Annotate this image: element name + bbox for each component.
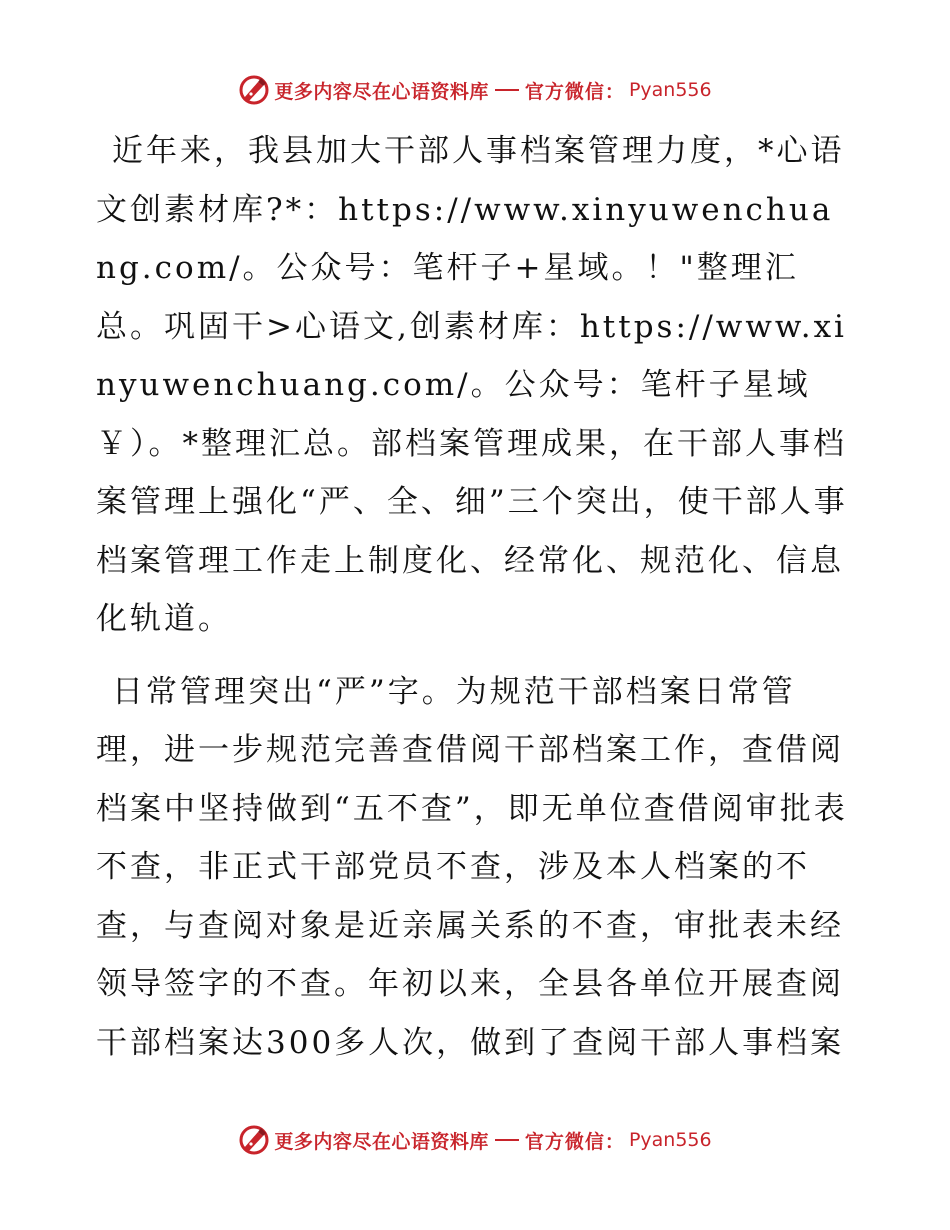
footer-banner: [0, 1122, 950, 1158]
banner-brand-text: 更多内容尽在心语资料库: [274, 80, 489, 103]
banner-dash-divider: [495, 89, 519, 91]
pen-nib-icon: [238, 74, 270, 106]
banner-wechat-id: Pyan556: [628, 1129, 712, 1151]
document-body: [96, 122, 854, 1072]
paragraph-daily-management: 日常管理突出“严”字。为规范干部档案日常管理，进一步规范完善查借阅干部档案工作，查借阅档案中坚持做到“五不查”，即无单位查借阅审批表不查，非正式干部党员不查，涉及本人档案的不查，与查阅对象是近亲属关系的不查，审批表未经领导签字的不查。年初以来，全县各单位开展查阅干部档案达300多人次，做到了查阅干部人事档案: [96, 673, 848, 1061]
pen-nib-icon: [238, 1124, 270, 1156]
banner-wechat-label: 官方微信：: [524, 80, 625, 103]
banner-brand-text: 更多内容尽在心语资料库: [274, 1130, 489, 1153]
paragraph-intro: 近年来，我县加大干部人事档案管理力度，*心语文创素材库?*：https://www.xinyuwenchuang.com/。公众号：笔杆子+星域。！"整理汇总。巩固干>心语文,创素材库：https://www.xinyuwenchuang.com/。公众号：笔杆子星域￥）。*整理汇总。部档案管理成果，在干部人事档案管理上强化“严、全、细”三个突出，使干部人事档案管理工作走上制度化、经常化、规范化、信息化轨道。: [96, 133, 848, 637]
banner-wechat-label: 官方微信：: [524, 1130, 625, 1153]
banner-wechat-id: Pyan556: [628, 79, 712, 101]
banner-dash-divider: [495, 1139, 519, 1141]
header-banner: [0, 72, 950, 108]
footer-banner-content: [238, 1124, 711, 1156]
header-banner-content: [238, 74, 711, 106]
